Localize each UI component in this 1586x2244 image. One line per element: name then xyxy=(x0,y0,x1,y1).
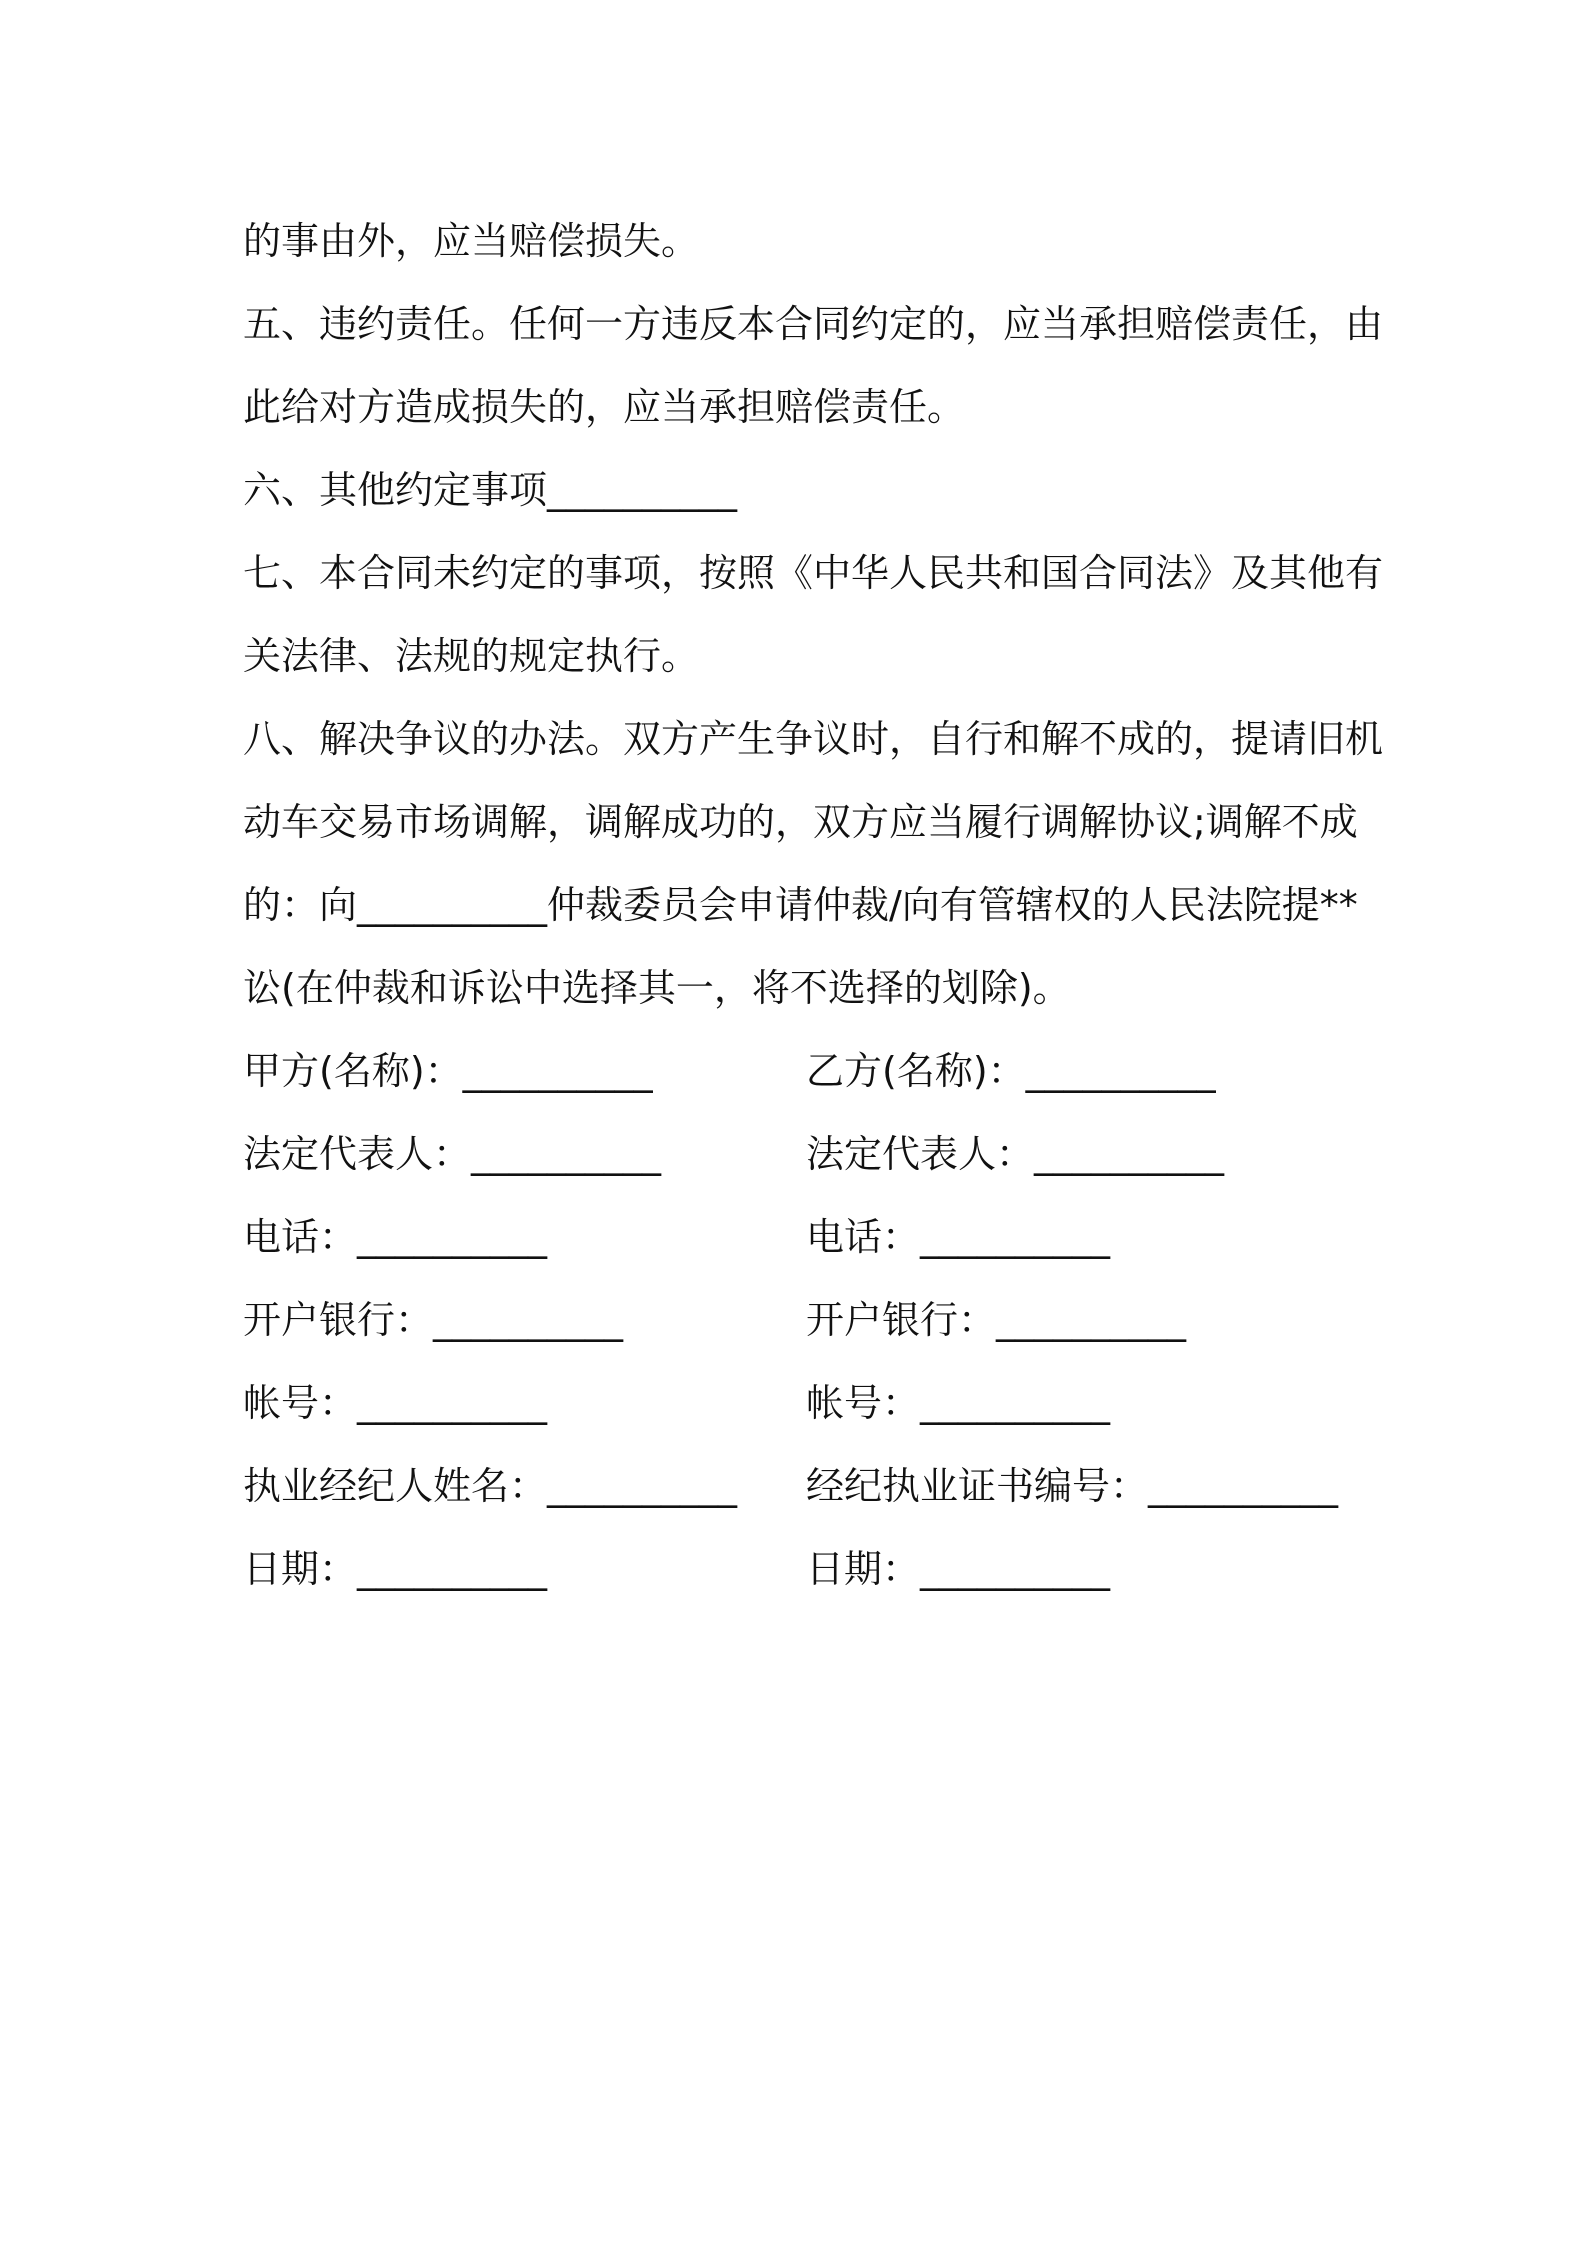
party-a-account-field: 帐号：__________ xyxy=(243,1381,548,1425)
party-b-date-field: 日期：__________ xyxy=(806,1547,1111,1591)
signature-row-account xyxy=(243,1362,1363,1445)
party-a-bank-field: 开户银行：__________ xyxy=(243,1298,624,1342)
clause-eight-line-2: 动车交易市场调解，调解成功的，双方应当履行调解协议;调解不成 xyxy=(243,800,1358,844)
clause-seven-line-2: 关法律、法规的规定执行。 xyxy=(243,634,700,678)
party-b-bank-field: 开户银行：__________ xyxy=(806,1298,1187,1342)
party-a-representative-field: 法定代表人：__________ xyxy=(243,1132,662,1176)
clause-five-line-1: 五、违约责任。任何一方违反本合同约定的，应当承担赔偿责任，由 xyxy=(243,302,1384,346)
clause-eight-line-3: 的：向__________仲裁委员会申请仲裁/向有管辖权的人民法院提** xyxy=(243,883,1358,927)
clause-five-line-2: 此给对方造成损失的，应当承担赔偿责任。 xyxy=(243,385,966,429)
party-b-certificate-field: 经纪执业证书编号：__________ xyxy=(806,1464,1339,1508)
signature-row-phone xyxy=(243,1196,1363,1279)
signature-block xyxy=(243,1030,1363,1611)
party-a-name-field: 甲方(名称)：__________ xyxy=(243,1049,653,1093)
signature-row-date xyxy=(243,1528,1363,1611)
party-b-name-field: 乙方(名称)：__________ xyxy=(806,1049,1216,1093)
party-a-date-field: 日期：__________ xyxy=(243,1547,548,1591)
clause-seven-line-1: 七、本合同未约定的事项，按照《中华人民共和国合同法》及其他有 xyxy=(243,551,1384,595)
party-b-phone-field: 电话：__________ xyxy=(806,1215,1111,1259)
signature-row-bank xyxy=(243,1279,1363,1362)
clause-eight-line-4: 讼(在仲裁和诉讼中选择其一，将不选择的划除)。 xyxy=(243,966,1071,1010)
party-a-phone-field: 电话：__________ xyxy=(243,1215,548,1259)
document-body xyxy=(243,200,1384,1611)
signature-row-representative xyxy=(243,1113,1363,1196)
clause-eight-line-1: 八、解决争议的办法。双方产生争议时，自行和解不成的，提请旧机 xyxy=(243,717,1384,761)
party-a-broker-name-field: 执业经纪人姓名：__________ xyxy=(243,1464,738,1508)
signature-row-name xyxy=(243,1030,1363,1113)
party-b-representative-field: 法定代表人：__________ xyxy=(806,1132,1225,1176)
paragraph-line: 的事由外，应当赔偿损失。 xyxy=(243,219,700,263)
signature-row-broker xyxy=(243,1445,1363,1528)
party-b-account-field: 帐号：__________ xyxy=(806,1381,1111,1425)
clause-six-line: 六、其他约定事项__________ xyxy=(243,468,738,512)
